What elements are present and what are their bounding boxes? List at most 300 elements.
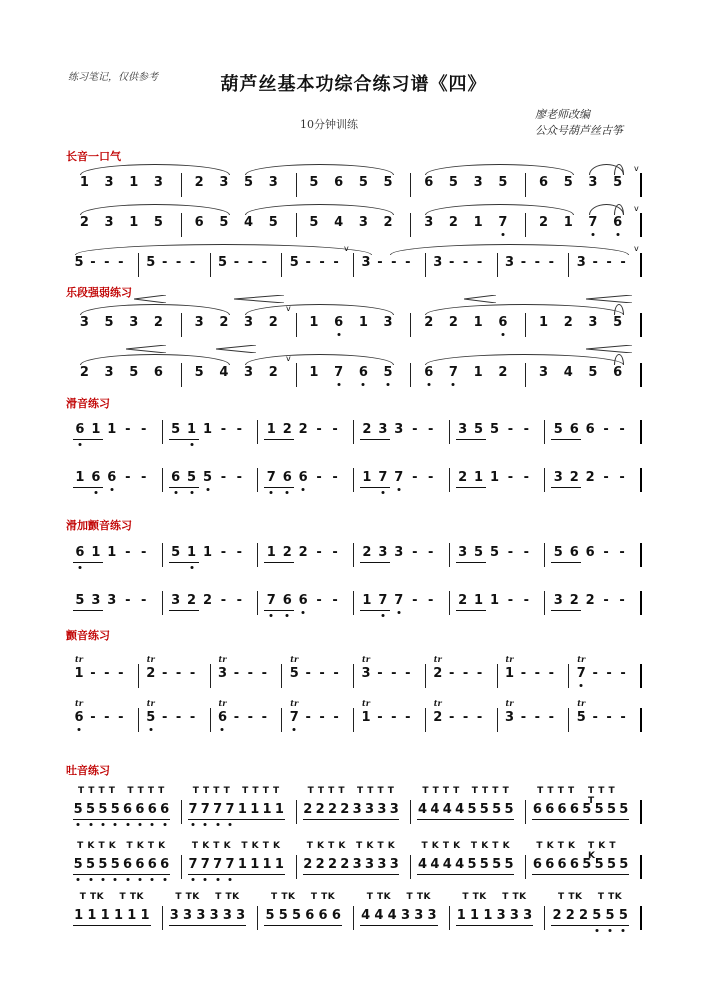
low-octave-dot — [151, 878, 154, 881]
note: 6 — [74, 710, 84, 725]
dash: - — [603, 470, 609, 485]
note: 2 — [340, 802, 350, 817]
barline — [497, 708, 498, 732]
note: 5 — [171, 545, 181, 560]
dash: - — [620, 255, 626, 270]
trill-mark: tr — [433, 654, 442, 664]
note: 2 — [578, 908, 589, 923]
note: 4 — [455, 802, 465, 817]
tonguing-syllables: T K T K — [241, 841, 281, 851]
low-octave-dot — [362, 383, 365, 386]
underline-beat — [73, 439, 103, 440]
note: 3 — [361, 255, 371, 270]
barline — [281, 708, 282, 732]
note: 1 — [489, 593, 500, 608]
dash: - — [427, 545, 434, 560]
dash: - — [316, 593, 322, 608]
barline — [162, 420, 163, 444]
note: 6 — [298, 470, 308, 485]
note: 3 — [377, 857, 387, 872]
low-octave-dot — [302, 611, 305, 614]
note: 7 — [588, 215, 598, 230]
score-row — [66, 654, 640, 688]
underline-beat — [456, 925, 534, 926]
barline — [544, 591, 545, 615]
barline — [353, 543, 354, 567]
barline — [138, 253, 139, 277]
note: 6 — [331, 908, 341, 923]
tonguing-syllables: T T T T — [192, 786, 231, 796]
barline — [296, 855, 297, 879]
note: 3 — [383, 315, 393, 330]
note: 3 — [539, 365, 549, 380]
credit-account: 公众号葫芦丝古筝 — [535, 124, 623, 137]
tonguing-syllables: T K T K — [126, 841, 166, 851]
dash: - — [233, 666, 240, 681]
note: 1 — [187, 422, 197, 437]
dash: - — [175, 666, 182, 681]
tonguing-syllables: T TK — [502, 892, 527, 902]
note: 1 — [483, 908, 493, 923]
note: 5 — [474, 422, 484, 437]
tonguing-syllables: T K T K — [356, 841, 396, 851]
dash: - — [534, 666, 541, 681]
note: 2 — [362, 545, 372, 560]
score-row — [66, 244, 640, 277]
breath-mark: v — [286, 354, 291, 363]
dash: - — [476, 710, 483, 725]
note: 4 — [418, 857, 428, 872]
note: 5 — [582, 857, 592, 872]
barline — [640, 543, 642, 567]
underline-beat — [532, 819, 629, 820]
low-octave-dot — [381, 614, 384, 617]
note: 7 — [266, 593, 276, 608]
note: 5 — [467, 802, 477, 817]
note: 7 — [448, 365, 458, 380]
barline — [640, 468, 642, 492]
slur-arc — [614, 164, 624, 175]
note: 3 — [129, 315, 139, 330]
dash: - — [261, 666, 267, 681]
barline — [353, 664, 354, 688]
underline-beat — [360, 487, 390, 488]
dash: - — [261, 710, 267, 725]
dash: - — [592, 666, 598, 681]
dash: - — [619, 422, 625, 437]
tonguing-syllables: T K T K — [587, 841, 616, 861]
dash: - — [161, 666, 168, 681]
dash: - — [427, 422, 434, 437]
note: 5 — [85, 802, 96, 817]
underline-beat — [264, 610, 294, 611]
barline — [525, 855, 526, 879]
note: 1 — [237, 857, 247, 872]
note: 2 — [458, 593, 468, 608]
dash: - — [523, 422, 530, 437]
barline — [257, 591, 258, 615]
barline — [497, 253, 498, 277]
dash: - — [305, 255, 311, 270]
note: 1 — [473, 315, 483, 330]
section-label-glide-trill: 滑加颤音练习 — [66, 519, 132, 532]
dash: - — [104, 255, 110, 270]
barline — [210, 708, 211, 732]
note: 5 — [613, 315, 623, 330]
underline-beat — [417, 819, 514, 820]
slur-arc — [80, 354, 230, 365]
note: 7 — [200, 857, 210, 872]
tonguing-syllables: T K T K — [470, 841, 511, 851]
note: 7 — [378, 593, 388, 608]
note: 7 — [576, 666, 586, 681]
note: 3 — [394, 545, 404, 560]
barline — [353, 591, 354, 615]
note: 1 — [107, 422, 117, 437]
low-octave-dot — [616, 233, 619, 236]
low-octave-dot — [138, 878, 141, 881]
barline — [425, 253, 426, 277]
score-row — [66, 420, 640, 444]
low-octave-dot — [174, 491, 177, 494]
note: 5 — [358, 175, 368, 190]
note: 1 — [266, 545, 276, 560]
tonguing-syllables: T T T T — [422, 786, 460, 796]
note: 3 — [222, 908, 232, 923]
hairpin-mark — [586, 345, 632, 353]
subtitle: 10分钟训练 — [300, 118, 358, 131]
barline — [640, 800, 642, 824]
note: 7 — [378, 470, 388, 485]
hairpin-mark — [134, 295, 166, 303]
trill-mark: tr — [505, 698, 514, 708]
note: 2 — [219, 315, 229, 330]
note: 6 — [160, 802, 170, 817]
dash: - — [333, 666, 339, 681]
note: 1 — [100, 908, 110, 923]
note: 3 — [104, 175, 114, 190]
barline — [525, 173, 526, 197]
barline — [640, 708, 642, 732]
note: 3 — [236, 908, 246, 923]
breath-mark: v — [634, 164, 639, 173]
barline — [296, 363, 297, 387]
dash: - — [220, 422, 227, 437]
note: 1 — [309, 365, 319, 380]
section-label-tonguing: 吐音练习 — [66, 764, 110, 777]
low-octave-dot — [114, 878, 117, 881]
barline — [544, 420, 545, 444]
low-octave-dot — [302, 488, 305, 491]
slur-arc — [245, 204, 395, 215]
section-label-long-tone: 长音一口气 — [66, 150, 121, 163]
note: 6 — [569, 802, 579, 817]
dash: - — [261, 255, 267, 270]
low-octave-dot — [138, 823, 141, 826]
tonguing-syllables: T TK — [366, 892, 392, 902]
note: 5 — [588, 365, 598, 380]
note: 2 — [362, 422, 372, 437]
dash: - — [90, 710, 96, 725]
hairpin-mark — [464, 295, 496, 303]
slur-arc — [245, 304, 395, 315]
low-octave-dot — [595, 929, 598, 932]
barline — [353, 708, 354, 732]
note: 5 — [217, 255, 227, 270]
dash: - — [161, 710, 168, 725]
low-octave-dot — [286, 614, 289, 617]
note: 5 — [98, 802, 108, 817]
barline — [410, 363, 411, 387]
barline — [162, 906, 163, 930]
dash: - — [118, 710, 124, 725]
score-row — [66, 698, 640, 732]
low-octave-dot — [77, 878, 80, 881]
low-octave-dot — [270, 491, 273, 494]
underline-beat — [264, 562, 294, 563]
note: 6 — [318, 908, 328, 923]
dash: - — [319, 255, 325, 270]
trill-mark: tr — [290, 698, 299, 708]
dash: - — [606, 666, 612, 681]
note: 3 — [394, 422, 404, 437]
low-octave-dot — [114, 823, 117, 826]
barline — [181, 855, 182, 879]
note: 5 — [619, 857, 629, 872]
note: 5 — [73, 857, 83, 872]
underline-beat — [551, 925, 629, 926]
dash: - — [377, 255, 383, 270]
note: 6 — [545, 802, 555, 817]
note: 7 — [498, 215, 508, 230]
note: 3 — [169, 908, 179, 923]
tonguing-syllables: T T T T — [471, 786, 510, 796]
note: 1 — [266, 422, 276, 437]
underline-beat — [188, 819, 285, 820]
note: 1 — [474, 593, 484, 608]
underline-beat — [456, 610, 486, 611]
underline-beat — [551, 562, 581, 563]
note: 5 — [606, 857, 616, 872]
note: 5 — [110, 802, 120, 817]
note: 3 — [576, 255, 586, 270]
trill-mark: tr — [218, 698, 227, 708]
barline — [353, 420, 354, 444]
note: 5 — [576, 710, 586, 725]
dash: - — [523, 470, 530, 485]
low-octave-dot — [501, 233, 504, 236]
barline — [181, 213, 182, 237]
note: 5 — [618, 908, 628, 923]
dash: - — [236, 545, 243, 560]
note: 5 — [383, 175, 393, 190]
note: 1 — [74, 666, 84, 681]
barline — [281, 253, 282, 277]
note: 6 — [585, 422, 595, 437]
note: 6 — [75, 545, 85, 560]
dash: - — [104, 666, 110, 681]
low-octave-dot — [149, 728, 152, 731]
slur-arc — [75, 244, 372, 255]
dash: - — [319, 710, 325, 725]
note: 5 — [202, 470, 213, 485]
note: 3 — [364, 857, 375, 872]
underline-beat — [73, 819, 170, 820]
low-octave-dot — [191, 823, 194, 826]
note: 1 — [129, 175, 139, 190]
dash: - — [507, 545, 514, 560]
note: 2 — [585, 470, 595, 485]
low-octave-dot — [204, 878, 207, 881]
note: 3 — [553, 593, 563, 608]
underline-beat — [456, 562, 486, 563]
dash: - — [236, 470, 243, 485]
note: 5 — [383, 365, 393, 380]
note: 2 — [194, 175, 204, 190]
note: 2 — [563, 315, 573, 330]
note: 3 — [458, 545, 468, 560]
dash: - — [534, 710, 541, 725]
barline — [449, 420, 450, 444]
note: 6 — [123, 857, 133, 872]
note: 4 — [442, 802, 452, 817]
note: 1 — [75, 470, 85, 485]
low-octave-dot — [580, 684, 583, 687]
barline — [353, 468, 354, 492]
note: 1 — [74, 908, 84, 923]
note: 1 — [79, 175, 89, 190]
note: 7 — [200, 802, 210, 817]
note: 6 — [282, 593, 292, 608]
dash: - — [140, 593, 147, 608]
note: 1 — [202, 422, 213, 437]
barline — [410, 800, 411, 824]
note: 4 — [361, 908, 371, 923]
low-octave-dot — [381, 491, 384, 494]
dash: - — [405, 710, 411, 725]
note: 2 — [433, 666, 443, 681]
note: 5 — [194, 365, 204, 380]
note: 5 — [613, 175, 623, 190]
dash: - — [476, 666, 483, 681]
note: 3 — [196, 908, 206, 923]
hairpin-mark — [216, 345, 256, 353]
low-octave-dot — [591, 233, 594, 236]
dash: - — [125, 470, 131, 485]
barline — [640, 855, 642, 879]
tonguing-syllables: T K T K — [421, 841, 461, 851]
note: 1 — [362, 593, 372, 608]
dash: - — [125, 593, 131, 608]
note: 2 — [327, 857, 337, 872]
low-octave-dot — [229, 823, 232, 826]
dash: - — [592, 255, 598, 270]
note: 6 — [532, 802, 542, 817]
note: 3 — [104, 215, 114, 230]
trill-mark: tr — [218, 654, 227, 664]
note: 6 — [160, 857, 170, 872]
dash: - — [476, 255, 483, 270]
note: 5 — [187, 470, 197, 485]
barline — [181, 313, 182, 337]
note: 6 — [569, 545, 579, 560]
low-octave-dot — [126, 823, 129, 826]
dash: - — [236, 422, 243, 437]
barline — [296, 313, 297, 337]
note: 6 — [424, 365, 434, 380]
slur-arc — [245, 354, 395, 365]
note: 1 — [539, 315, 549, 330]
note: 3 — [194, 315, 204, 330]
note: 5 — [553, 422, 563, 437]
tonguing-syllables: T TK — [558, 892, 583, 902]
score-row — [66, 164, 640, 197]
note: 7 — [289, 710, 299, 725]
note: 2 — [458, 470, 468, 485]
barline — [181, 173, 182, 197]
note: 1 — [309, 315, 319, 330]
score-row — [66, 354, 640, 387]
dash: - — [189, 255, 196, 270]
dash: - — [548, 710, 554, 725]
note: 3 — [458, 422, 468, 437]
hairpin-mark — [126, 345, 166, 353]
underline-beat — [264, 487, 294, 488]
slur-arc — [425, 204, 575, 215]
trill-mark: tr — [290, 654, 299, 664]
low-octave-dot — [397, 611, 400, 614]
low-octave-dot — [337, 333, 340, 336]
dash: - — [412, 545, 418, 560]
barline — [425, 708, 426, 732]
barline — [449, 906, 450, 930]
barline — [257, 420, 258, 444]
underline-beat — [456, 439, 486, 440]
low-octave-dot — [190, 491, 193, 494]
low-octave-dot — [77, 823, 80, 826]
note: 2 — [424, 315, 434, 330]
low-octave-dot — [190, 566, 193, 569]
underline-beat — [73, 487, 103, 488]
low-octave-dot — [221, 728, 224, 731]
note: 1 — [274, 802, 284, 817]
barline — [525, 800, 526, 824]
barline — [410, 213, 411, 237]
note: 6 — [334, 315, 344, 330]
barline — [640, 313, 642, 337]
note: 2 — [448, 215, 458, 230]
note: 1 — [474, 470, 484, 485]
note: 7 — [213, 802, 223, 817]
note: 2 — [569, 470, 579, 485]
note: 1 — [262, 857, 272, 872]
barline — [568, 708, 569, 732]
note: 3 — [217, 666, 227, 681]
note: 7 — [213, 857, 223, 872]
dash: - — [620, 710, 626, 725]
credit-arranger: 廖老师改编 — [535, 108, 590, 121]
tonguing-syllables: T TK — [406, 892, 431, 902]
note: 7 — [225, 802, 235, 817]
dash: - — [247, 666, 254, 681]
dash: - — [316, 470, 322, 485]
barline — [568, 253, 569, 277]
note: 1 — [127, 908, 137, 923]
breath-mark: v — [634, 204, 639, 213]
underline-beat — [360, 925, 438, 926]
low-octave-dot — [151, 823, 154, 826]
dash: - — [548, 666, 554, 681]
